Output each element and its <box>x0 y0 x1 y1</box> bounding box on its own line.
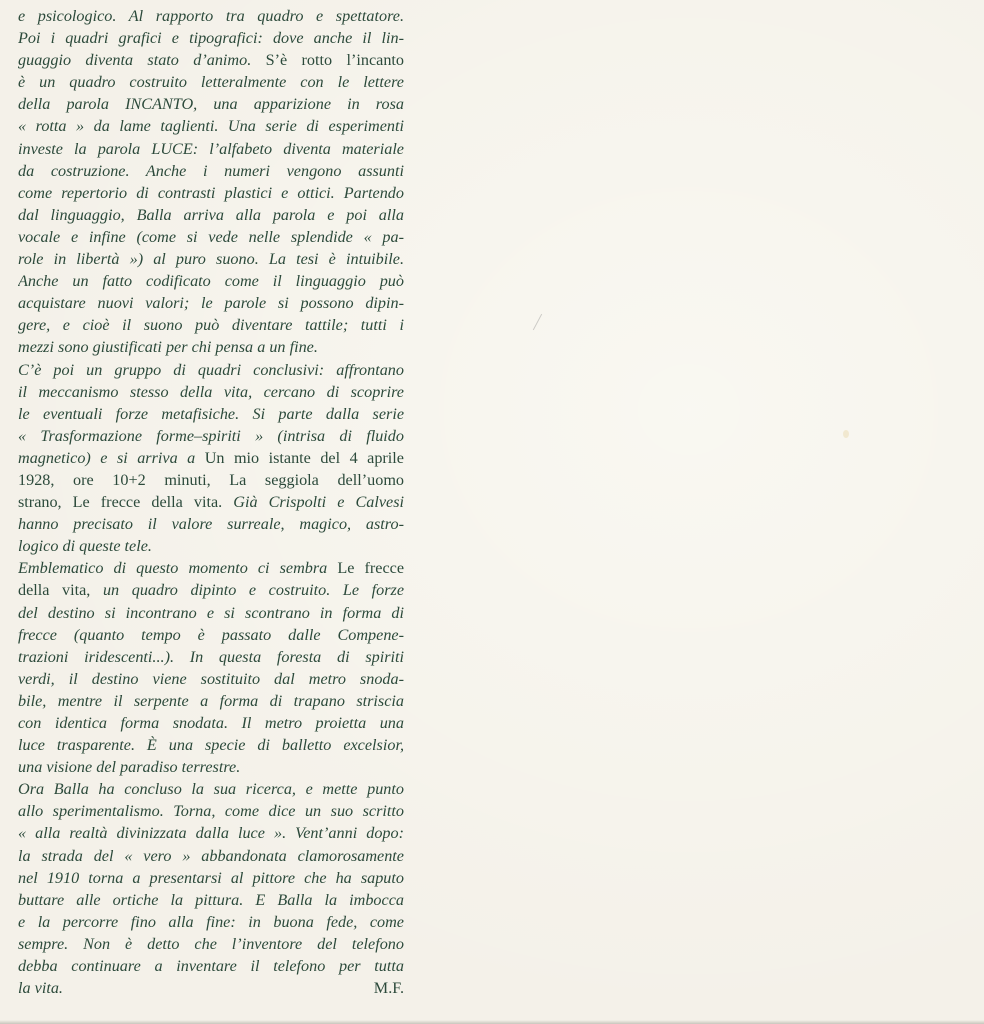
italic-text: « rotta » da lame taglienti. Una serie di esperimenti <box>18 117 404 136</box>
text-line <box>18 646 404 668</box>
italic-text: Emblematico di questo momento ci sembra <box>18 559 338 578</box>
text-line <box>18 867 404 889</box>
italic-text: gere, e cioè il suono può diventare tattile; tutti i <box>18 316 404 335</box>
text-line <box>18 955 404 977</box>
italic-text: luce trasparente. È una specie di balletto excelsior, <box>18 736 404 755</box>
text-line <box>18 138 404 160</box>
italic-text: bile, mentre il serpente a forma di trapano striscia <box>18 691 404 710</box>
italic-text: C’è poi un gruppo di quadri conclusivi: affrontano <box>18 360 404 379</box>
text-line <box>18 491 404 513</box>
italic-text: Anche un fatto codificato come il linguaggio può <box>18 272 404 291</box>
text-line <box>18 822 404 844</box>
italic-text: « alla realtà divinizzata dalla luce ». Vent’anni dopo: <box>18 824 404 843</box>
italic-text: il meccanismo stesso della vita, cercano di scoprire <box>18 382 404 401</box>
roman-text: Le frecce <box>337 559 404 578</box>
italic-text: la strada del « vero » abbandonata clamorosamente <box>18 846 404 865</box>
page-bottom-edge <box>0 1020 984 1024</box>
italic-text: da costruzione. Anche i numeri vengono assunti <box>18 161 404 180</box>
italic-text: una visione del paradiso terrestre. <box>18 758 241 777</box>
roman-text: S’è rotto l’incanto <box>265 51 404 70</box>
paper-stain <box>843 430 849 438</box>
text-line <box>18 204 404 226</box>
text-line <box>18 49 404 71</box>
text-line <box>18 668 404 690</box>
text-line <box>18 359 404 381</box>
text-line <box>18 889 404 911</box>
paper-scratch <box>533 314 542 330</box>
text-line <box>18 270 404 292</box>
italic-text: e psicologico. Al rapporto tra quadro e spettatore. <box>18 7 404 25</box>
text-line <box>18 160 404 182</box>
text-line <box>18 756 404 778</box>
text-line <box>18 115 404 137</box>
text-line <box>18 800 404 822</box>
text-line <box>18 447 404 469</box>
text-line <box>18 248 404 270</box>
italic-text: hanno precisato il valore surreale, magico, astro- <box>18 515 404 534</box>
italic-text: nel 1910 torna a presentarsi al pittore che ha saputo <box>18 868 404 887</box>
text-line <box>18 778 404 800</box>
text-line <box>18 314 404 336</box>
italic-text: logico di queste tele. <box>18 537 152 556</box>
author-signature: M.F. <box>373 979 404 998</box>
text-line <box>18 690 404 712</box>
final-text: la vita. <box>18 979 63 998</box>
text-line <box>18 734 404 756</box>
italic-text: magnetico) e si arriva a <box>18 448 205 467</box>
italic-text: del destino si incontrano e si scontrano in forma di <box>18 603 404 622</box>
text-line <box>18 226 404 248</box>
text-line <box>18 911 404 933</box>
italic-text: le eventuali forze metafisiche. Si parte dalla serie <box>18 404 404 423</box>
text-line <box>18 513 404 535</box>
italic-text: verdi, il destino viene sostituito dal metro snoda- <box>18 669 404 688</box>
text-line <box>18 845 404 867</box>
italic-text: con identica forma snodata. Il metro proietta una <box>18 714 404 732</box>
italic-text: sempre. Non è detto che l’inventore del telefono <box>18 934 404 953</box>
text-column <box>18 5 404 977</box>
italic-text: investe la parola LUCE: l’alfabeto diventa materiale <box>18 139 404 158</box>
text-line <box>18 5 404 27</box>
italic-text: debba continuare a inventare il telefono per tutta <box>18 957 404 976</box>
text-line <box>18 182 404 204</box>
italic-text: allo sperimentalismo. Torna, come dice un suo scritto <box>18 802 404 821</box>
italic-text: mezzi sono giustificati per chi pensa a un fine. <box>18 338 318 357</box>
text-line <box>18 469 404 491</box>
text-line <box>18 71 404 93</box>
text-line <box>18 403 404 425</box>
italic-text: e la percorre fino alla fine: in buona fede, come <box>18 912 404 931</box>
text-line <box>18 93 404 115</box>
text-line <box>18 292 404 314</box>
italic-text: della parola INCANTO, una apparizione in rosa <box>18 95 404 114</box>
italic-text: Poi i quadri grafici e tipografici: dove anche il lin- <box>18 29 404 48</box>
text-line <box>18 336 404 358</box>
text-line <box>18 425 404 447</box>
text-line <box>18 535 404 557</box>
italic-text: « Trasformazione forme–spiriti » (intrisa di fluido <box>18 426 404 445</box>
italic-text: come repertorio di contrasti plastici e ottici. Partendo <box>18 183 404 202</box>
italic-text: vocale e infine (come si vede nelle splendide « pa- <box>18 227 404 246</box>
roman-text: della vita, <box>18 581 103 600</box>
italic-text: trazioni iridescenti...). In questa foresta di spiriti <box>18 647 404 666</box>
text-line <box>18 933 404 955</box>
text-line <box>18 712 404 734</box>
text-line <box>18 624 404 646</box>
text-line <box>18 381 404 403</box>
italic-text: Ora Balla ha concluso la sua ricerca, e mette punto <box>18 780 404 799</box>
italic-text: un quadro dipinto e costruito. Le forze <box>102 581 404 600</box>
text-line <box>18 579 404 601</box>
closing-line <box>18 977 404 999</box>
italic-text: è un quadro costruito letteralmente con le lettere <box>18 73 404 92</box>
italic-text: role in libertà ») al puro suono. La tesi è intuibile. <box>18 250 404 269</box>
italic-text: acquistare nuovi valori; le parole si possono dipin- <box>18 294 404 313</box>
roman-text: strano, Le frecce della vita. <box>18 493 234 512</box>
text-line <box>18 27 404 49</box>
italic-text: frecce (quanto tempo è passato dalle Compene- <box>18 625 404 644</box>
italic-text: guaggio diventa stato d’animo. <box>18 51 266 70</box>
text-line <box>18 602 404 624</box>
text-line <box>18 557 404 579</box>
italic-text: dal linguaggio, Balla arriva alla parola e poi alla <box>18 205 404 224</box>
roman-text: 1928, ore 10+2 minuti, La seggiola dell’uomo <box>18 470 404 489</box>
italic-text: buttare alle ortiche la pittura. E Balla la imbocca <box>18 890 404 909</box>
italic-text: Già Crispolti e Calvesi <box>233 493 404 512</box>
roman-text: Un mio istante del 4 aprile <box>204 448 404 467</box>
